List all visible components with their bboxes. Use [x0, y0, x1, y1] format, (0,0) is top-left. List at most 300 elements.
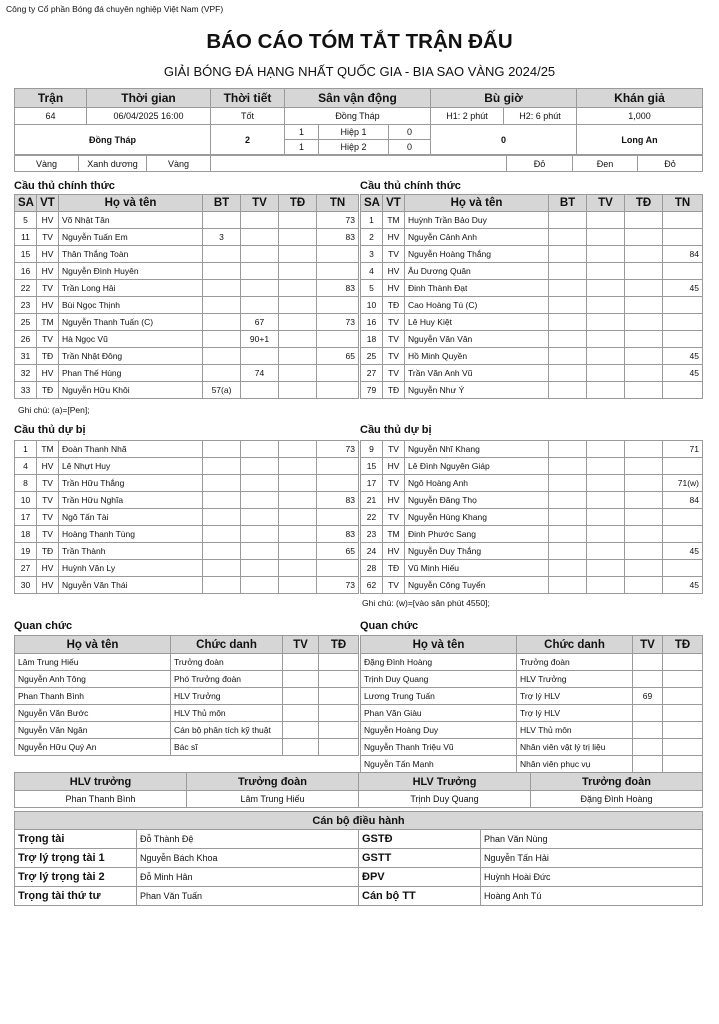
official-yellow-card [633, 722, 663, 739]
player-row [361, 509, 703, 526]
player-sub-out: 45 [663, 280, 703, 297]
official-yellow-card [283, 739, 319, 756]
official-yellow-card [283, 654, 319, 671]
col-sub-out: TN [317, 195, 359, 212]
supervisor-name: Nguyễn Tấn Hải [481, 849, 703, 868]
player-position: TĐ [383, 382, 405, 399]
home-head-coach: Phan Thanh Bình [15, 791, 187, 808]
player-number: 16 [361, 314, 383, 331]
player-number: 15 [15, 246, 37, 263]
player-goals [549, 212, 587, 229]
player-yellow-card [587, 560, 625, 577]
player-red-card [279, 382, 317, 399]
player-number: 17 [361, 475, 383, 492]
official-name: Trịnh Duy Quang [361, 671, 517, 688]
official-name: Đặng Đình Hoàng [361, 654, 517, 671]
player-name: Nguyễn Đăng Thọ [405, 492, 549, 509]
player-number: 22 [15, 280, 37, 297]
player-row [361, 458, 703, 475]
home-goals-half1: 1 [285, 125, 319, 140]
player-sub-out: 71(w) [663, 475, 703, 492]
player-red-card [279, 509, 317, 526]
player-number: 9 [361, 441, 383, 458]
player-yellow-card: 90+1 [241, 331, 279, 348]
player-name: Trần Văn Anh Vũ [405, 365, 549, 382]
col-name: Họ và tên [59, 195, 203, 212]
player-red-card [625, 314, 663, 331]
player-position: TĐ [37, 543, 59, 560]
player-row [361, 475, 703, 492]
official-yellow-card: 69 [633, 688, 663, 705]
official-red-card [319, 671, 359, 688]
player-sub-out [317, 263, 359, 280]
player-yellow-card [241, 280, 279, 297]
player-name: Nguyễn Tuấn Em [59, 229, 203, 246]
official-name: Phan Văn Giàu [361, 705, 517, 722]
player-yellow-card [587, 577, 625, 594]
player-red-card [279, 212, 317, 229]
player-goals [549, 475, 587, 492]
player-red-card [625, 229, 663, 246]
official-red-card [319, 739, 359, 756]
player-goals [203, 331, 241, 348]
player-yellow-card [587, 212, 625, 229]
player-yellow-card [587, 229, 625, 246]
player-goals [549, 543, 587, 560]
player-goals [203, 577, 241, 594]
home-goals: 2 [211, 125, 285, 155]
player-sub-out: 84 [663, 492, 703, 509]
away-team-name: Long An [577, 125, 703, 155]
match-info-header [15, 89, 703, 108]
player-number: 4 [361, 263, 383, 280]
supervisor-role-label: ĐPV [359, 868, 481, 887]
player-number: 3 [361, 246, 383, 263]
player-name: Hồ Minh Quyền [405, 348, 549, 365]
player-row [15, 348, 359, 365]
official-row [361, 654, 703, 671]
player-red-card [279, 348, 317, 365]
player-yellow-card [241, 297, 279, 314]
player-number: 5 [15, 212, 37, 229]
player-sub-out: 45 [663, 348, 703, 365]
referee-name: Phan Văn Tuấn [137, 887, 359, 906]
official-red-card [663, 756, 703, 773]
player-position: HV [37, 263, 59, 280]
player-row [15, 526, 359, 543]
player-sub-out [663, 560, 703, 577]
player-position: HV [37, 577, 59, 594]
official-yellow-card [283, 722, 319, 739]
player-red-card [279, 577, 317, 594]
player-red-card [279, 441, 317, 458]
player-red-card [279, 526, 317, 543]
player-position: HV [383, 458, 405, 475]
player-red-card [625, 492, 663, 509]
player-red-card [279, 297, 317, 314]
official-row [15, 671, 359, 688]
away-team-manager: Đặng Đình Hoàng [531, 791, 703, 808]
col-number: SA [361, 195, 383, 212]
player-sub-out: 84 [663, 246, 703, 263]
match-info-table [14, 88, 703, 125]
player-yellow-card [241, 492, 279, 509]
player-sub-out: 71 [663, 441, 703, 458]
away-kit-socks: Đỏ [638, 156, 703, 172]
player-row [361, 348, 703, 365]
player-goals [203, 365, 241, 382]
official-row [15, 739, 359, 756]
player-position: TV [383, 331, 405, 348]
official-row [15, 688, 359, 705]
player-red-card [625, 382, 663, 399]
official-yellow-card [283, 705, 319, 722]
player-goals [549, 246, 587, 263]
half1-label: Hiệp 1 [319, 125, 389, 140]
official-red-card [663, 654, 703, 671]
player-goals [549, 280, 587, 297]
home-subs-title: Cầu thủ dự bị [14, 424, 86, 436]
player-row [361, 280, 703, 297]
supervisor-name: Hoàng Anh Tú [481, 887, 703, 906]
player-name: Bùi Ngọc Thịnh [59, 297, 203, 314]
referee-row [15, 887, 703, 906]
player-goals: 3 [203, 229, 241, 246]
player-position: TV [383, 509, 405, 526]
player-row [361, 382, 703, 399]
official-row [15, 654, 359, 671]
player-position: TV [383, 314, 405, 331]
col-yellow: TV [241, 195, 279, 212]
player-name: Nguyễn Hữu Khôi [59, 382, 203, 399]
player-position: HV [37, 560, 59, 577]
player-sub-out: 73 [317, 212, 359, 229]
official-row [361, 756, 703, 773]
away-officials-table [360, 635, 703, 773]
player-red-card [279, 229, 317, 246]
col-goals: BT [549, 195, 587, 212]
player-position: HV [383, 492, 405, 509]
player-position: TV [37, 229, 59, 246]
home-kit-socks: Vàng [147, 156, 211, 172]
player-number: 15 [361, 458, 383, 475]
player-name: Trần Long Hải [59, 280, 203, 297]
player-position: TV [37, 492, 59, 509]
header-match: Trận [15, 89, 87, 108]
player-row [15, 577, 359, 594]
player-name: Lê Huy Kiệt [405, 314, 549, 331]
away-head-coach-label: HLV Trưởng [359, 773, 531, 791]
player-sub-out [663, 382, 703, 399]
away-starting-table [360, 194, 703, 399]
player-position: TĐ [37, 348, 59, 365]
player-position: TM [383, 212, 405, 229]
player-sub-out: 45 [663, 577, 703, 594]
player-row [15, 543, 359, 560]
player-goals [203, 458, 241, 475]
player-sub-out [317, 246, 359, 263]
official-role: Nhân viên vật lý trị liệu [517, 739, 633, 756]
player-name: Ngô Tấn Tài [59, 509, 203, 526]
player-red-card [279, 543, 317, 560]
official-name: Nguyễn Văn Ngân [15, 722, 171, 739]
player-name: Cao Hoàng Tú (C) [405, 297, 549, 314]
away-kit-shorts: Đen [573, 156, 638, 172]
col-yellow: TV [587, 195, 625, 212]
official-role: Trưởng đoàn [517, 654, 633, 671]
away-subs-table [360, 440, 703, 594]
player-row [361, 492, 703, 509]
official-name: Nguyễn Thanh Triệu Vũ [361, 739, 517, 756]
header-added-time: Bù giờ [431, 89, 577, 108]
player-red-card [625, 280, 663, 297]
referee-row [15, 868, 703, 887]
player-number: 8 [15, 475, 37, 492]
player-red-card [279, 331, 317, 348]
player-position: TV [383, 246, 405, 263]
player-number: 16 [15, 263, 37, 280]
player-sub-out [663, 458, 703, 475]
player-name: Trần Nhật Đông [59, 348, 203, 365]
away-officials-title: Quan chức [360, 620, 419, 632]
player-sub-out: 83 [317, 492, 359, 509]
player-goals [549, 297, 587, 314]
player-position: HV [37, 297, 59, 314]
official-red-card [319, 688, 359, 705]
player-row [15, 314, 359, 331]
col-goals: BT [203, 195, 241, 212]
player-position: TV [37, 280, 59, 297]
player-sub-out [317, 365, 359, 382]
player-number: 22 [361, 509, 383, 526]
player-red-card [279, 246, 317, 263]
col-official-role: Chức danh [517, 636, 633, 654]
official-role: Trưởng đoàn [171, 654, 283, 671]
player-position: TV [383, 577, 405, 594]
official-row [15, 722, 359, 739]
player-sub-out [317, 297, 359, 314]
player-position: TV [37, 475, 59, 492]
official-red-card [319, 722, 359, 739]
player-yellow-card [241, 543, 279, 560]
player-yellow-card [241, 577, 279, 594]
player-sub-out [663, 229, 703, 246]
player-number: 24 [361, 543, 383, 560]
player-sub-out [663, 212, 703, 229]
player-row [15, 229, 359, 246]
official-red-card [663, 739, 703, 756]
referee-role-label: Trợ lý trọng tài 2 [15, 868, 137, 887]
player-sub-out: 83 [317, 526, 359, 543]
player-position: HV [383, 543, 405, 560]
player-sub-out [317, 475, 359, 492]
player-row [15, 475, 359, 492]
official-row [361, 705, 703, 722]
player-red-card [279, 560, 317, 577]
player-goals [549, 526, 587, 543]
player-sub-out [663, 509, 703, 526]
player-name: Hà Ngọc Vũ [59, 331, 203, 348]
player-sub-out: 73 [317, 441, 359, 458]
player-row [361, 229, 703, 246]
player-red-card [625, 441, 663, 458]
player-number: 31 [15, 348, 37, 365]
supervisor-name: Phan Văn Nùng [481, 830, 703, 849]
referee-name: Đỗ Thành Đệ [137, 830, 359, 849]
player-goals [549, 577, 587, 594]
player-red-card [625, 560, 663, 577]
referee-role-label: Trọng tài [15, 830, 137, 849]
referee-name: Nguyễn Bách Khoa [137, 849, 359, 868]
supervisor-name: Huỳnh Hoài Đức [481, 868, 703, 887]
home-team-name: Đồng Tháp [15, 125, 211, 155]
player-row [361, 543, 703, 560]
player-red-card [279, 475, 317, 492]
player-name: Huỳnh Văn Ly [59, 560, 203, 577]
player-yellow-card [587, 331, 625, 348]
player-yellow-card [587, 314, 625, 331]
official-name: Lâm Trung Hiếu [15, 654, 171, 671]
referee-name: Đỗ Minh Hân [137, 868, 359, 887]
referee-row [15, 830, 703, 849]
player-goals [549, 331, 587, 348]
col-official-yellow: TV [283, 636, 319, 654]
player-row [15, 492, 359, 509]
player-goals: 57(a) [203, 382, 241, 399]
player-yellow-card [241, 246, 279, 263]
report-title: BÁO CÁO TÓM TẮT TRẬN ĐẤU [206, 30, 513, 53]
supervisor-role-label: Cán bộ TT [359, 887, 481, 906]
player-yellow-card [241, 441, 279, 458]
home-note: Ghi chú: (a)=[Pen]; [18, 405, 90, 415]
player-number: 2 [361, 229, 383, 246]
player-yellow-card [587, 297, 625, 314]
player-name: Nguyễn Công Tuyển [405, 577, 549, 594]
player-yellow-card [241, 229, 279, 246]
player-yellow-card [241, 509, 279, 526]
player-goals [203, 297, 241, 314]
player-red-card [625, 212, 663, 229]
player-sub-out [317, 560, 359, 577]
supervisor-role-label: GSTĐ [359, 830, 481, 849]
player-row [15, 509, 359, 526]
player-number: 33 [15, 382, 37, 399]
kit-spacer [211, 156, 507, 172]
player-red-card [279, 458, 317, 475]
kit-colors-table [14, 155, 703, 172]
away-goals: 0 [431, 125, 577, 155]
player-red-card [279, 314, 317, 331]
player-position: TV [37, 526, 59, 543]
player-goals [203, 543, 241, 560]
official-yellow-card [283, 671, 319, 688]
referee-role-label: Trợ lý trọng tài 1 [15, 849, 137, 868]
official-role: Cán bộ phân tích kỹ thuật [171, 722, 283, 739]
player-name: Nguyễn Như Ý [405, 382, 549, 399]
match-officials-title: Cán bộ điều hành [15, 812, 703, 830]
player-sub-out: 45 [663, 365, 703, 382]
official-role: HLV Trưởng [171, 688, 283, 705]
player-name: Nguyễn Hùng Khang [405, 509, 549, 526]
supervisor-role-label: GSTT [359, 849, 481, 868]
player-number: 1 [361, 212, 383, 229]
col-name: Họ và tên [405, 195, 549, 212]
player-red-card [625, 365, 663, 382]
player-sub-out [663, 297, 703, 314]
away-goals-half2: 0 [389, 140, 431, 155]
company-name: Công ty Cổ phần Bóng đá chuyên nghiệp Việt Nam (VPF) [6, 4, 224, 14]
player-goals [549, 492, 587, 509]
home-subs-table [14, 440, 359, 594]
player-position: TV [37, 331, 59, 348]
match-datetime: 06/04/2025 16:00 [87, 108, 211, 125]
col-position: VT [383, 195, 405, 212]
player-position: TV [37, 509, 59, 526]
player-yellow-card [587, 263, 625, 280]
player-yellow-card [587, 458, 625, 475]
player-number: 27 [15, 560, 37, 577]
col-red: TĐ [625, 195, 663, 212]
official-role: Bác sĩ [171, 739, 283, 756]
official-role: Phó Trưởng đoàn [171, 671, 283, 688]
player-goals [203, 314, 241, 331]
player-number: 27 [361, 365, 383, 382]
official-yellow-card [633, 705, 663, 722]
col-number: SA [15, 195, 37, 212]
player-number: 25 [361, 348, 383, 365]
player-name: Ngô Hoàng Anh [405, 475, 549, 492]
player-name: Vũ Minh Hiếu [405, 560, 549, 577]
player-row [361, 246, 703, 263]
player-sub-out: 83 [317, 280, 359, 297]
col-official-role: Chức danh [171, 636, 283, 654]
official-role: Trợ lý HLV [517, 688, 633, 705]
player-yellow-card [241, 526, 279, 543]
player-row [361, 212, 703, 229]
player-goals [203, 348, 241, 365]
player-position: HV [37, 458, 59, 475]
away-head-coach: Trịnh Duy Quang [359, 791, 531, 808]
player-sub-out: 83 [317, 229, 359, 246]
player-goals [203, 475, 241, 492]
player-yellow-card [587, 543, 625, 560]
player-yellow-card [587, 382, 625, 399]
match-number: 64 [15, 108, 87, 125]
player-number: 23 [15, 297, 37, 314]
player-yellow-card [587, 441, 625, 458]
official-red-card [663, 722, 703, 739]
player-name: Nguyễn Văn Thái [59, 577, 203, 594]
player-yellow-card [587, 492, 625, 509]
player-red-card [625, 297, 663, 314]
player-number: 10 [361, 297, 383, 314]
player-position: HV [383, 280, 405, 297]
match-officials-table [14, 811, 703, 906]
player-row [15, 441, 359, 458]
player-sub-out [317, 458, 359, 475]
player-row [15, 560, 359, 577]
official-name: Nguyễn Hữu Quý An [15, 739, 171, 756]
player-position: TĐ [37, 382, 59, 399]
player-row [361, 331, 703, 348]
player-sub-out: 45 [663, 543, 703, 560]
player-goals [549, 314, 587, 331]
player-name: Lê Đình Nguyên Giáp [405, 458, 549, 475]
player-yellow-card [241, 263, 279, 280]
player-yellow-card [587, 475, 625, 492]
player-number: 23 [361, 526, 383, 543]
player-position: TM [37, 314, 59, 331]
